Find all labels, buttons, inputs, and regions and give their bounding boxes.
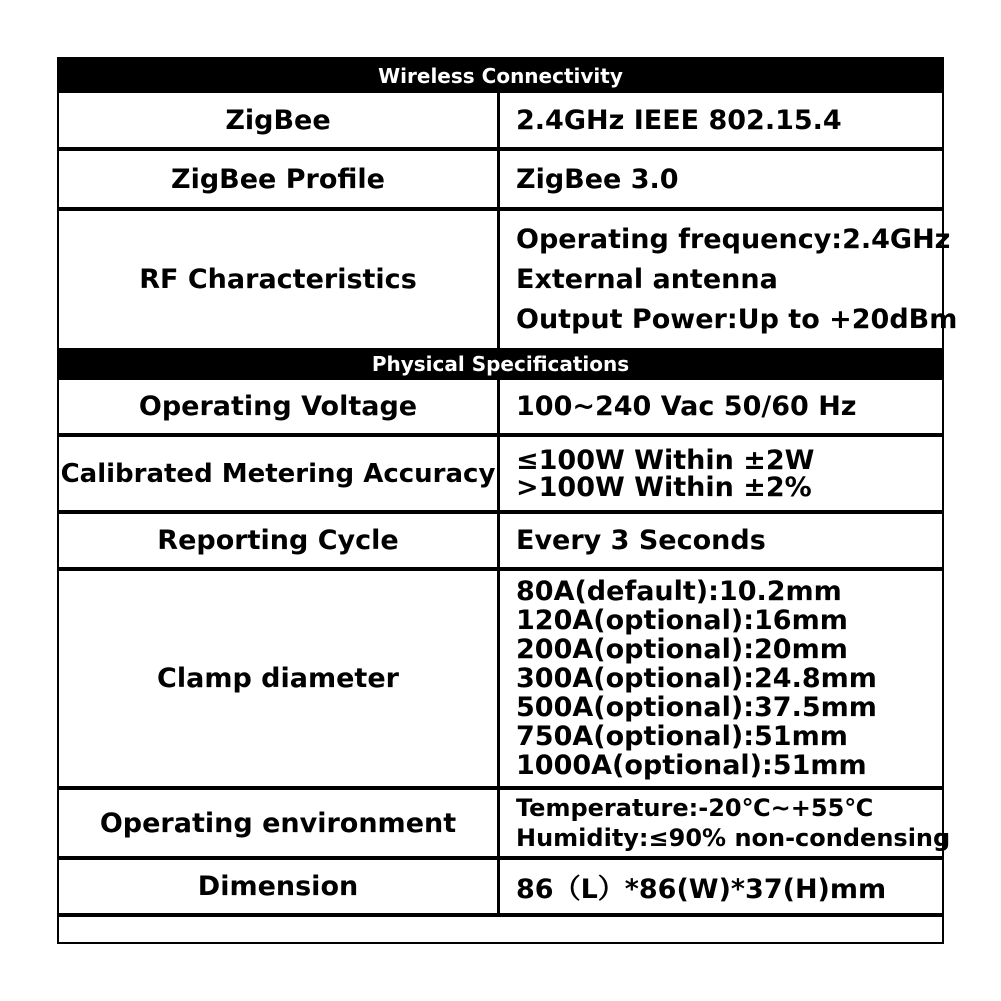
spec-value bbox=[497, 151, 942, 207]
spec-value-line: 200A(optional):20mm bbox=[516, 634, 848, 665]
spec-value bbox=[497, 380, 942, 433]
spec-value bbox=[497, 571, 942, 786]
spec-value-line: External antenna bbox=[516, 263, 778, 295]
section-title: Wireless Connectivity bbox=[378, 64, 623, 88]
spec-label: Operating Voltage bbox=[138, 391, 418, 422]
spec-label: RF Characteristics bbox=[139, 264, 417, 295]
spec-value bbox=[497, 514, 942, 567]
spec-value-line: 120A(optional):16mm bbox=[516, 605, 848, 636]
spec-value bbox=[497, 860, 942, 913]
spec-row-zigbee bbox=[59, 93, 942, 151]
spec-value-line: 1000A(optional):51mm bbox=[516, 750, 867, 781]
section-title: Physical Specifications bbox=[371, 352, 630, 376]
spec-value-line: ZigBee 3.0 bbox=[516, 163, 679, 195]
spec-value-line: 2.4GHz IEEE 802.15.4 bbox=[516, 104, 842, 136]
spec-value-line: Humidity:≤90% non-condensing bbox=[516, 824, 951, 852]
spec-label: Dimension bbox=[197, 871, 359, 902]
spec-value-line: 500A(optional):37.5mm bbox=[516, 692, 877, 723]
spec-row-voltage bbox=[59, 380, 942, 437]
spec-label: Clamp diameter bbox=[157, 663, 399, 694]
spec-row-rf bbox=[59, 211, 958, 348]
spec-value-line: Temperature:-20℃~+55℃ bbox=[516, 794, 874, 822]
spec-label: Reporting Cycle bbox=[157, 525, 399, 556]
spec-label: ZigBee bbox=[225, 104, 331, 136]
spec-value-line: ≤100W Within ±2W bbox=[516, 444, 815, 476]
spec-row-environment bbox=[59, 790, 951, 860]
spec-table bbox=[57, 57, 958, 944]
spec-value-line: Operating frequency:2.4GHz bbox=[516, 223, 951, 255]
spec-value-line: Output Power:Up to +20dBm bbox=[516, 303, 958, 335]
spec-row-accuracy bbox=[59, 437, 942, 514]
spec-value-line: >100W Within ±2% bbox=[516, 471, 812, 503]
spec-value-line: 300A(optional):24.8mm bbox=[516, 663, 877, 694]
spec-value bbox=[497, 790, 951, 856]
spec-value bbox=[497, 437, 942, 510]
spec-value-line: 86（L）*86(W)*37(H)mm bbox=[516, 874, 887, 905]
spec-row-reporting bbox=[59, 514, 942, 571]
section-header-wireless bbox=[59, 59, 942, 93]
spec-row-clamp bbox=[59, 571, 942, 790]
spec-label: ZigBee Profile bbox=[171, 163, 385, 195]
spec-value bbox=[497, 211, 958, 348]
spec-value bbox=[497, 93, 942, 147]
section-header-physical bbox=[59, 348, 942, 380]
spec-value-line: Every 3 Seconds bbox=[516, 525, 766, 556]
spec-label: Operating environment bbox=[99, 807, 457, 839]
spec-label: Calibrated Metering Accuracy bbox=[60, 458, 496, 489]
spec-row-dimension bbox=[59, 860, 942, 917]
spec-value-line: 80A(default):10.2mm bbox=[516, 576, 842, 607]
spec-value-line: 750A(optional):51mm bbox=[516, 721, 848, 752]
spec-row-zigbee-profile bbox=[59, 151, 942, 211]
spec-value-line: 100~240 Vac 50/60 Hz bbox=[516, 391, 857, 422]
